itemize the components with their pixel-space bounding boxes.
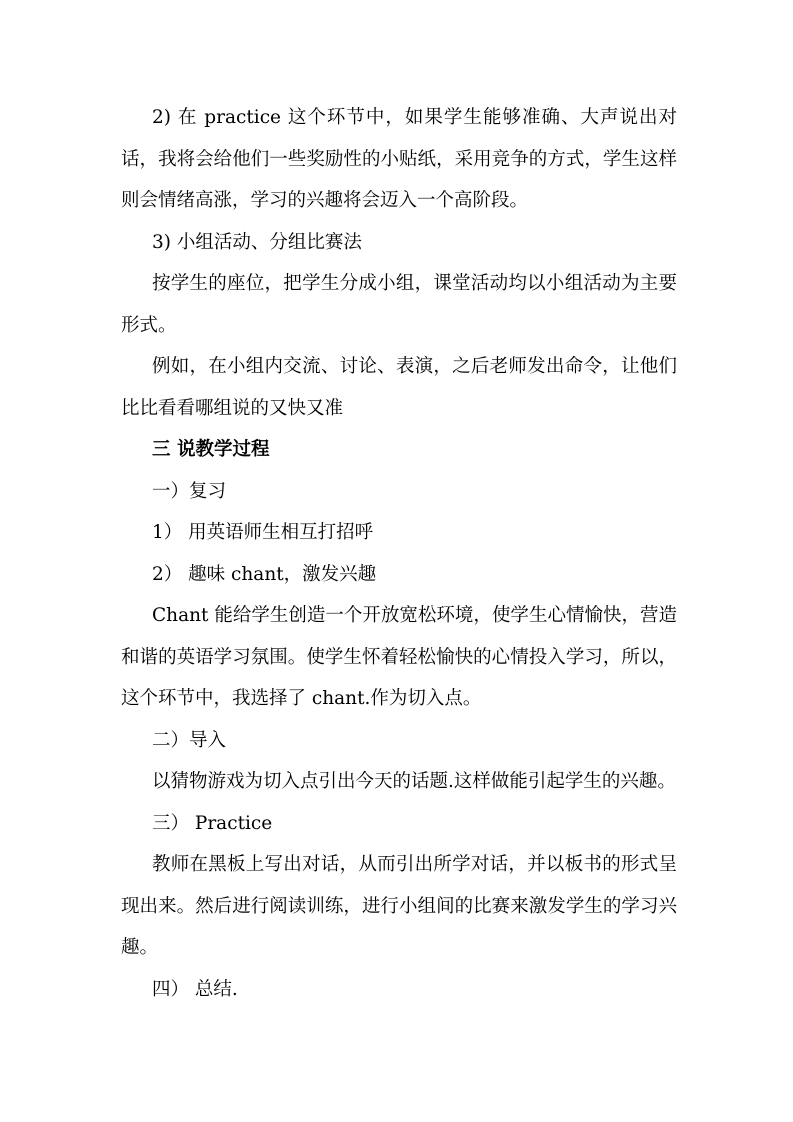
- subheading-summary: 四） 总结.: [152, 979, 238, 1000]
- subheading-introduction: 二）导入: [152, 730, 227, 751]
- paragraph-group-example: 例如，在小组内交流、讨论、表演，之后老师发出命令，让他们比比看看哪组说的又快又准: [121, 356, 677, 419]
- paragraph-blackboard-dialogue: 教师在黑板上写出对话，从而引出所学对话，并以板书的形式呈现出来。然后进行阅读训练，进行小组间的比赛来激发学生的学习兴趣。: [121, 854, 677, 958]
- list-item-chant: 2） 趣味 chant，激发兴趣: [152, 564, 377, 585]
- paragraph-group-activity-heading: 3) 小组活动、分组比赛法: [152, 232, 362, 253]
- paragraph-reward-stickers: 2) 在 practice 这个环节中，如果学生能够准确、大声说出对话，我将会给他们一些奖励性的小贴纸，采用竞争的方式，学生这样则会情绪高涨，学习的兴趣将会迈入一个高阶段。: [121, 107, 677, 211]
- subheading-review: 一）复习: [152, 481, 227, 502]
- section-heading-teaching-process: 三 说教学过程: [152, 439, 270, 460]
- subheading-practice: 三） Practice: [152, 813, 273, 834]
- paragraph-chant-description: Chant 能给学生创造一个开放宽松环境，使学生心情愉快，营造和谐的英语学习氛围。使学生怀着轻松愉快的心情投入学习，所以，这个环节中，我选择了 chant.作为切入点。: [121, 605, 677, 709]
- paragraph-seating-groups: 按学生的座位，把学生分成小组，课堂活动均以小组活动为主要形式。: [121, 273, 677, 336]
- list-item-greeting: 1） 用英语师生相互打招呼: [152, 522, 374, 543]
- paragraph-guessing-game: 以猜物游戏为切入点引出今天的话题.这样做能引起学生的兴趣。: [152, 771, 676, 792]
